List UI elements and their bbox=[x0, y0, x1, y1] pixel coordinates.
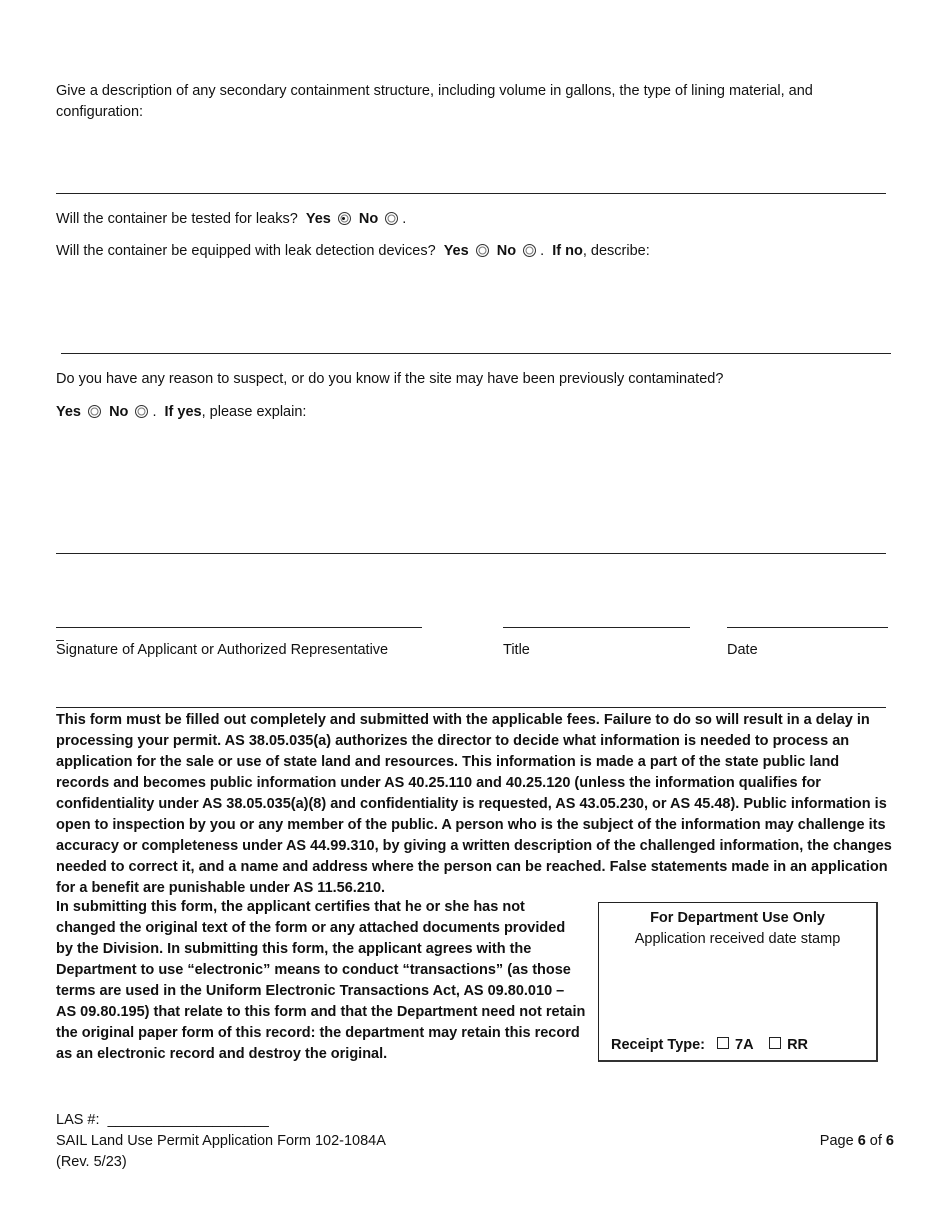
date-line[interactable] bbox=[727, 627, 888, 628]
department-box-title: For Department Use Only bbox=[650, 910, 825, 926]
leak-test-yes-label: Yes bbox=[305, 211, 331, 227]
containment-prompt: Give a description of any secondary containment structure, including volume in gallons, the type of lining material, and configuration: bbox=[56, 83, 813, 120]
notice-text: This form must be filled out completely and submitted with the applicable fees. Failure to do so will result in a delay in processing your permit. AS 38.05.035(a) authorizes the director to decide what information is needed to process an application for the sale or use of state land and resources. This information is made a part of the state public land records and becomes public information under AS 40.25.110 and 40.25.120 (unless the information qualifies for confidentiality under AS 38.05.035(a)(8) and confidentiality is requested, AS 43.05.230, or AS 45.48). Public information is open to inspection by you or any member of the public. A person who is the subject of the information may challenge its accuracy or completeness under AS 44.99.310, by giving a written description of the challenged information, the changes needed to correct it, and a name and address where the person can be reached. False statements made in an application for a benefit are punishable under AS 11.56.210. bbox=[56, 712, 892, 896]
certification-text: In submitting this form, the applicant certifies that he or she has not changed the original text of the form or any attached documents provided by the Division. In submitting this form, the applicant agrees with the Department to use “electronic” means to conduct “transactions” (as those terms are used in the Uniform Electronic Transactions Act, AS 09.80.010 – AS 09.80.195) that relate to this form and that the Department need not retain the original paper form of this record: the department may retain this record as an electronic record and destroy the original. bbox=[56, 899, 586, 1062]
contamination-no-label: No bbox=[109, 404, 129, 420]
las-number-row bbox=[56, 1112, 269, 1128]
department-box-subtitle: Application received date stamp bbox=[634, 931, 841, 947]
leak-test-question: Will the container be tested for leaks? bbox=[56, 211, 298, 227]
page-of: of bbox=[869, 1133, 882, 1149]
las-number-field[interactable]: ____________________ bbox=[107, 1112, 269, 1128]
page-number bbox=[820, 1133, 894, 1149]
date-label: Date bbox=[727, 642, 758, 658]
leak-detection-no-radio[interactable] bbox=[523, 244, 536, 257]
form-revision: (Rev. 5/23) bbox=[56, 1154, 127, 1170]
leak-detection-if-no-suffix: , describe: bbox=[582, 243, 650, 259]
contamination-row: Yes No . If yes, please explain: bbox=[56, 404, 307, 420]
containment-answer-line[interactable] bbox=[56, 193, 886, 194]
page-total: 6 bbox=[885, 1133, 894, 1149]
signature-tick bbox=[56, 640, 64, 641]
page-current: 6 bbox=[857, 1133, 866, 1149]
form-name: SAIL Land Use Permit Application Form 102-1084A bbox=[56, 1133, 386, 1149]
receipt-type-row bbox=[611, 1037, 808, 1053]
leak-detection-yes-label: Yes bbox=[443, 243, 469, 259]
leak-detection-question: Will the container be equipped with leak detection devices? bbox=[56, 243, 436, 259]
receipt-rr-label: RR bbox=[787, 1037, 809, 1053]
leak-test-no-label: No bbox=[358, 211, 379, 227]
contamination-question: Do you have any reason to suspect, or do you know if the site may have been previously contaminated? bbox=[56, 371, 724, 387]
leak-test-yes-radio[interactable] bbox=[338, 212, 351, 225]
contamination-answer-line[interactable] bbox=[56, 553, 886, 554]
contamination-if-yes-label: If yes bbox=[164, 404, 202, 420]
receipt-rr-checkbox[interactable] bbox=[769, 1037, 781, 1049]
contamination-yes-radio[interactable] bbox=[88, 405, 101, 418]
title-line[interactable] bbox=[503, 627, 690, 628]
receipt-7a-label: 7A bbox=[735, 1037, 754, 1053]
leak-detection-answer-line[interactable] bbox=[61, 353, 891, 354]
notice-divider bbox=[56, 707, 886, 708]
contamination-if-yes-suffix: , please explain: bbox=[201, 404, 307, 420]
page-prefix: Page bbox=[819, 1133, 854, 1149]
receipt-type-label: Receipt Type: bbox=[611, 1037, 706, 1053]
department-use-box bbox=[598, 902, 878, 1062]
signature-label: Signature of Applicant or Authorized Representative bbox=[56, 642, 389, 658]
contamination-yes-label: Yes bbox=[56, 404, 81, 420]
leak-detection-yes-radio[interactable] bbox=[476, 244, 489, 257]
title-label: Title bbox=[503, 642, 530, 658]
contamination-no-radio[interactable] bbox=[135, 405, 148, 418]
leak-detection-no-label: No bbox=[496, 243, 517, 259]
leak-test-row: Will the container be tested for leaks? Yes No . bbox=[56, 211, 407, 227]
leak-detection-if-no-label: If no bbox=[552, 243, 583, 259]
leak-detection-row: Will the container be equipped with leak detection devices? Yes No . If no, describe: bbox=[56, 243, 650, 259]
receipt-7a-checkbox[interactable] bbox=[717, 1037, 729, 1049]
las-label: LAS #: bbox=[56, 1112, 100, 1128]
leak-test-no-radio[interactable] bbox=[385, 212, 398, 225]
signature-line[interactable] bbox=[56, 627, 422, 628]
